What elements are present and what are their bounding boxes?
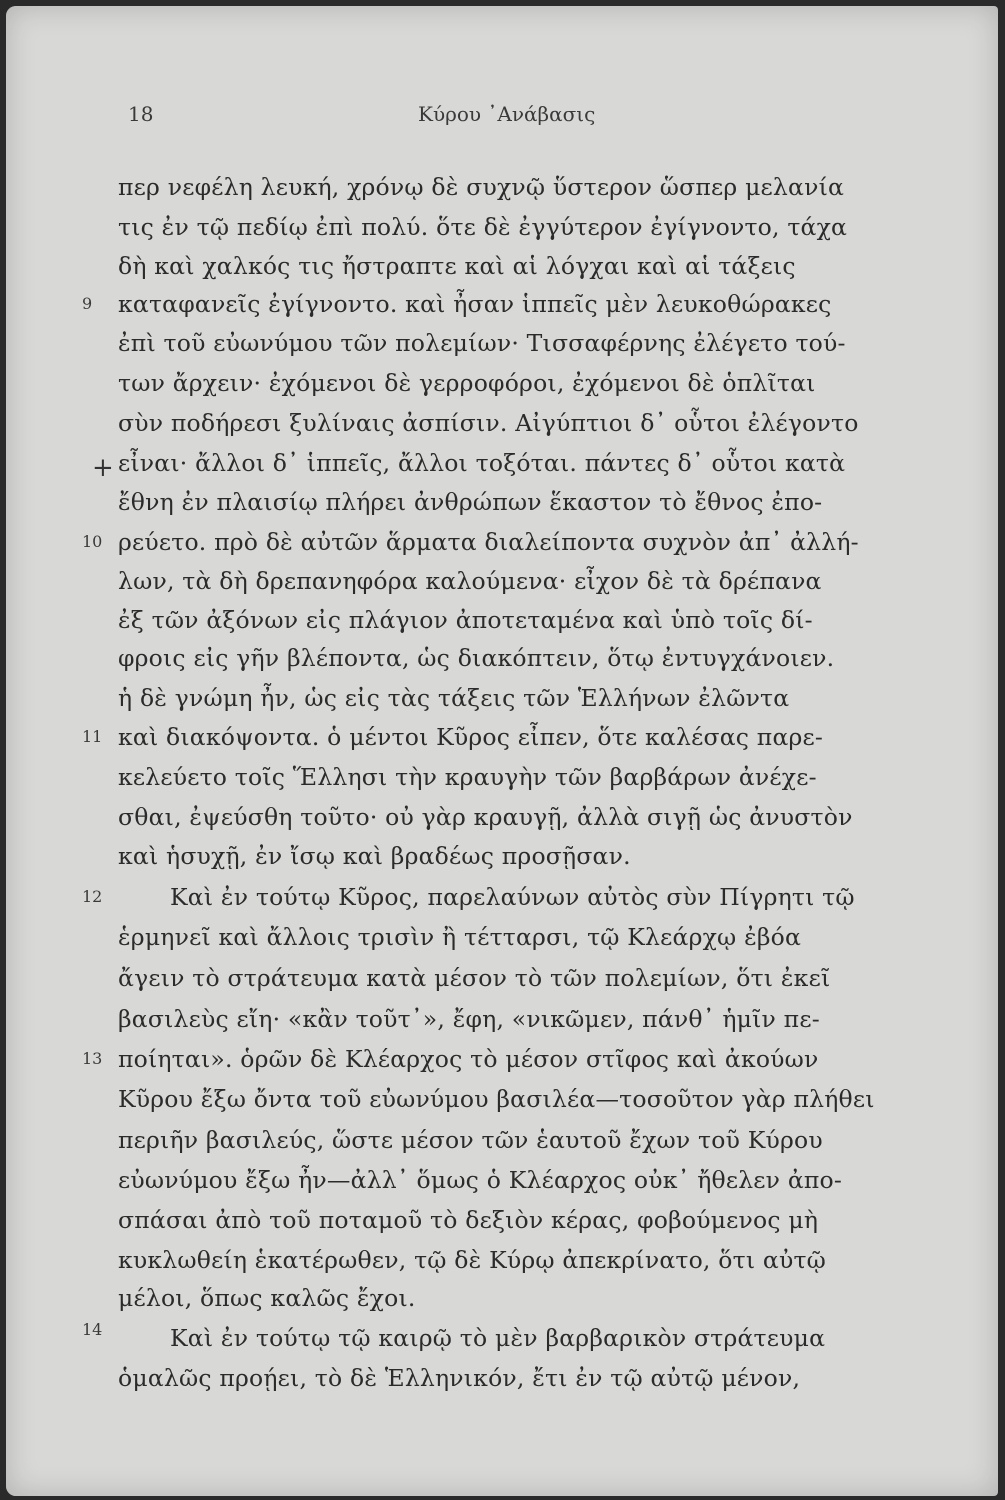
text-line: καταφανεῖς ἐγίγνοντο. καὶ ἦσαν ἱππεῖς μὲν λευκοθώρακες <box>118 290 832 318</box>
text-line: ἄγειν τὸ στράτευμα κατὰ μέσον τὸ τῶν πολεμίων, ὅτι ἐκεῖ <box>118 964 831 992</box>
section-number-14: 14 <box>82 1320 103 1339</box>
text-line: καὶ διακόψοντα. ὁ μέντοι Κῦρος εἶπεν, ὅτε καλέσας παρε- <box>118 723 824 751</box>
text-line: ἡ δὲ γνώμη ἦν, ὡς εἰς τὰς τάξεις τῶν Ἑλλήνων ἐλῶντα <box>118 684 790 712</box>
text-line: καὶ ἡσυχῇ, ἐν ἴσῳ καὶ βραδέως προσῇσαν. <box>118 842 631 870</box>
text-line: ἑρμηνεῖ καὶ ἄλλοις τρισὶν ἢ τέτταρσι, τῷ Κλεάρχῳ ἐβόα <box>118 923 802 951</box>
text-line: μέλοι, ὅπως καλῶς ἔχοι. <box>118 1284 416 1312</box>
text-line: ρεύετο. πρὸ δὲ αὐτῶν ἅρματα διαλείποντα συχνὸν ἀπ᾽ ἀλλή- <box>118 528 859 556</box>
text-line: σπάσαι ἀπὸ τοῦ ποταμοῦ τὸ δεξιὸν κέρας, φοβούμενος μὴ <box>118 1206 819 1234</box>
text-line: ἐπὶ τοῦ εὐωνύμου τῶν πολεμίων· Τισσαφέρνης ἐλέγετο τού- <box>118 329 846 357</box>
margin-cross-mark: + <box>92 453 114 483</box>
text-line: Καὶ ἐν τούτῳ Κῦρος, παρελαύνων αὐτὸς σὺν Πίγρητι τῷ <box>170 883 855 911</box>
section-number-12: 12 <box>82 887 103 906</box>
text-line: περ νεφέλη λευκή, χρόνῳ δὲ συχνῷ ὕστερον ὥσπερ μελανία <box>118 173 845 201</box>
running-title: Κύρου ᾽Ανάβασις <box>418 102 596 126</box>
text-line: Κῦρου ἔξω ὄντα τοῦ εὐωνύμου βασιλέα—τοσοῦτον γὰρ πλήθει <box>118 1085 875 1113</box>
page-header <box>0 98 1005 132</box>
text-line: βασιλεὺς εἴη· «κἂν τοῦτ᾽», ἔφη, «νικῶμεν, πάνθ᾽ ἡμῖν πε- <box>118 1005 820 1033</box>
section-number-11: 11 <box>82 727 103 746</box>
text-line: περιῆν βασιλεύς, ὥστε μέσον τῶν ἑαυτοῦ ἔχων τοῦ Κύρου <box>118 1126 823 1154</box>
section-number-13: 13 <box>82 1049 103 1068</box>
text-line: δὴ καὶ χαλκός τις ἤστραπτε καὶ αἱ λόγχαι καὶ αἱ τάξεις <box>118 252 796 280</box>
text-line: ὁμαλῶς προῄει, τὸ δὲ Ἑλληνικόν, ἔτι ἐν τῷ αὐτῷ μένον, <box>118 1364 801 1392</box>
text-line: κελεύετο τοῖς Ἕλλησι τὴν κραυγὴν τῶν βαρβάρων ἀνέχε- <box>118 763 817 791</box>
page-number: 18 <box>128 102 154 126</box>
text-line: λων, τὰ δὴ δρεπανηφόρα καλούμενα· εἶχον δὲ τὰ δρέπανα <box>118 567 822 595</box>
text-line: ποίηται». ὁρῶν δὲ Κλέαρχος τὸ μέσον στῖφος καὶ ἀκούων <box>118 1045 819 1073</box>
text-line: ἐξ τῶν ἀξόνων εἰς πλάγιον ἀποτεταμένα καὶ ὑπὸ τοῖς δί- <box>118 606 813 634</box>
text-line: των ἄρχειν· ἐχόμενοι δὲ γερροφόροι, ἐχόμενοι δὲ ὁπλῖται <box>118 369 816 397</box>
text-line: εἶναι· ἄλλοι δ᾽ ἱππεῖς, ἄλλοι τοξόται. πάντες δ᾽ οὗτοι κατὰ <box>118 449 846 477</box>
text-line: φροις εἰς γῆν βλέποντα, ὡς διακόπτειν, ὅτῳ ἐντυγχάνοιεν. <box>118 644 835 672</box>
section-number-10: 10 <box>82 532 103 551</box>
section-number-9: 9 <box>82 294 93 313</box>
text-line: κυκλωθείη ἑκατέρωθεν, τῷ δὲ Κύρῳ ἀπεκρίνατο, ὅτι αὐτῷ <box>118 1246 827 1274</box>
text-line: σὺν ποδήρεσι ξυλίναις ἀσπίσιν. Αἰγύπτιοι δ᾽ οὗτοι ἐλέγοντο <box>118 409 859 437</box>
text-line: σθαι, ἐψεύσθη τοῦτο· οὐ γὰρ κραυγῇ, ἀλλὰ σιγῇ ὡς ἀνυστὸν <box>118 803 853 831</box>
text-line: ἔθνη ἐν πλαισίῳ πλήρει ἀνθρώπων ἕκαστον τὸ ἔθνος ἐπο- <box>118 488 823 516</box>
text-line: τις ἐν τῷ πεδίῳ ἐπὶ πολύ. ὅτε δὲ ἐγγύτερον ἐγίγνοντο, τάχα <box>118 213 848 241</box>
text-line: Καὶ ἐν τούτῳ τῷ καιρῷ τὸ μὲν βαρβαρικὸν στράτευμα <box>170 1324 826 1352</box>
text-line: εὐωνύμου ἔξω ἦν—ἀλλ᾽ ὅμως ὁ Κλέαρχος οὐκ᾽ ἤθελεν ἀπο- <box>118 1166 843 1194</box>
